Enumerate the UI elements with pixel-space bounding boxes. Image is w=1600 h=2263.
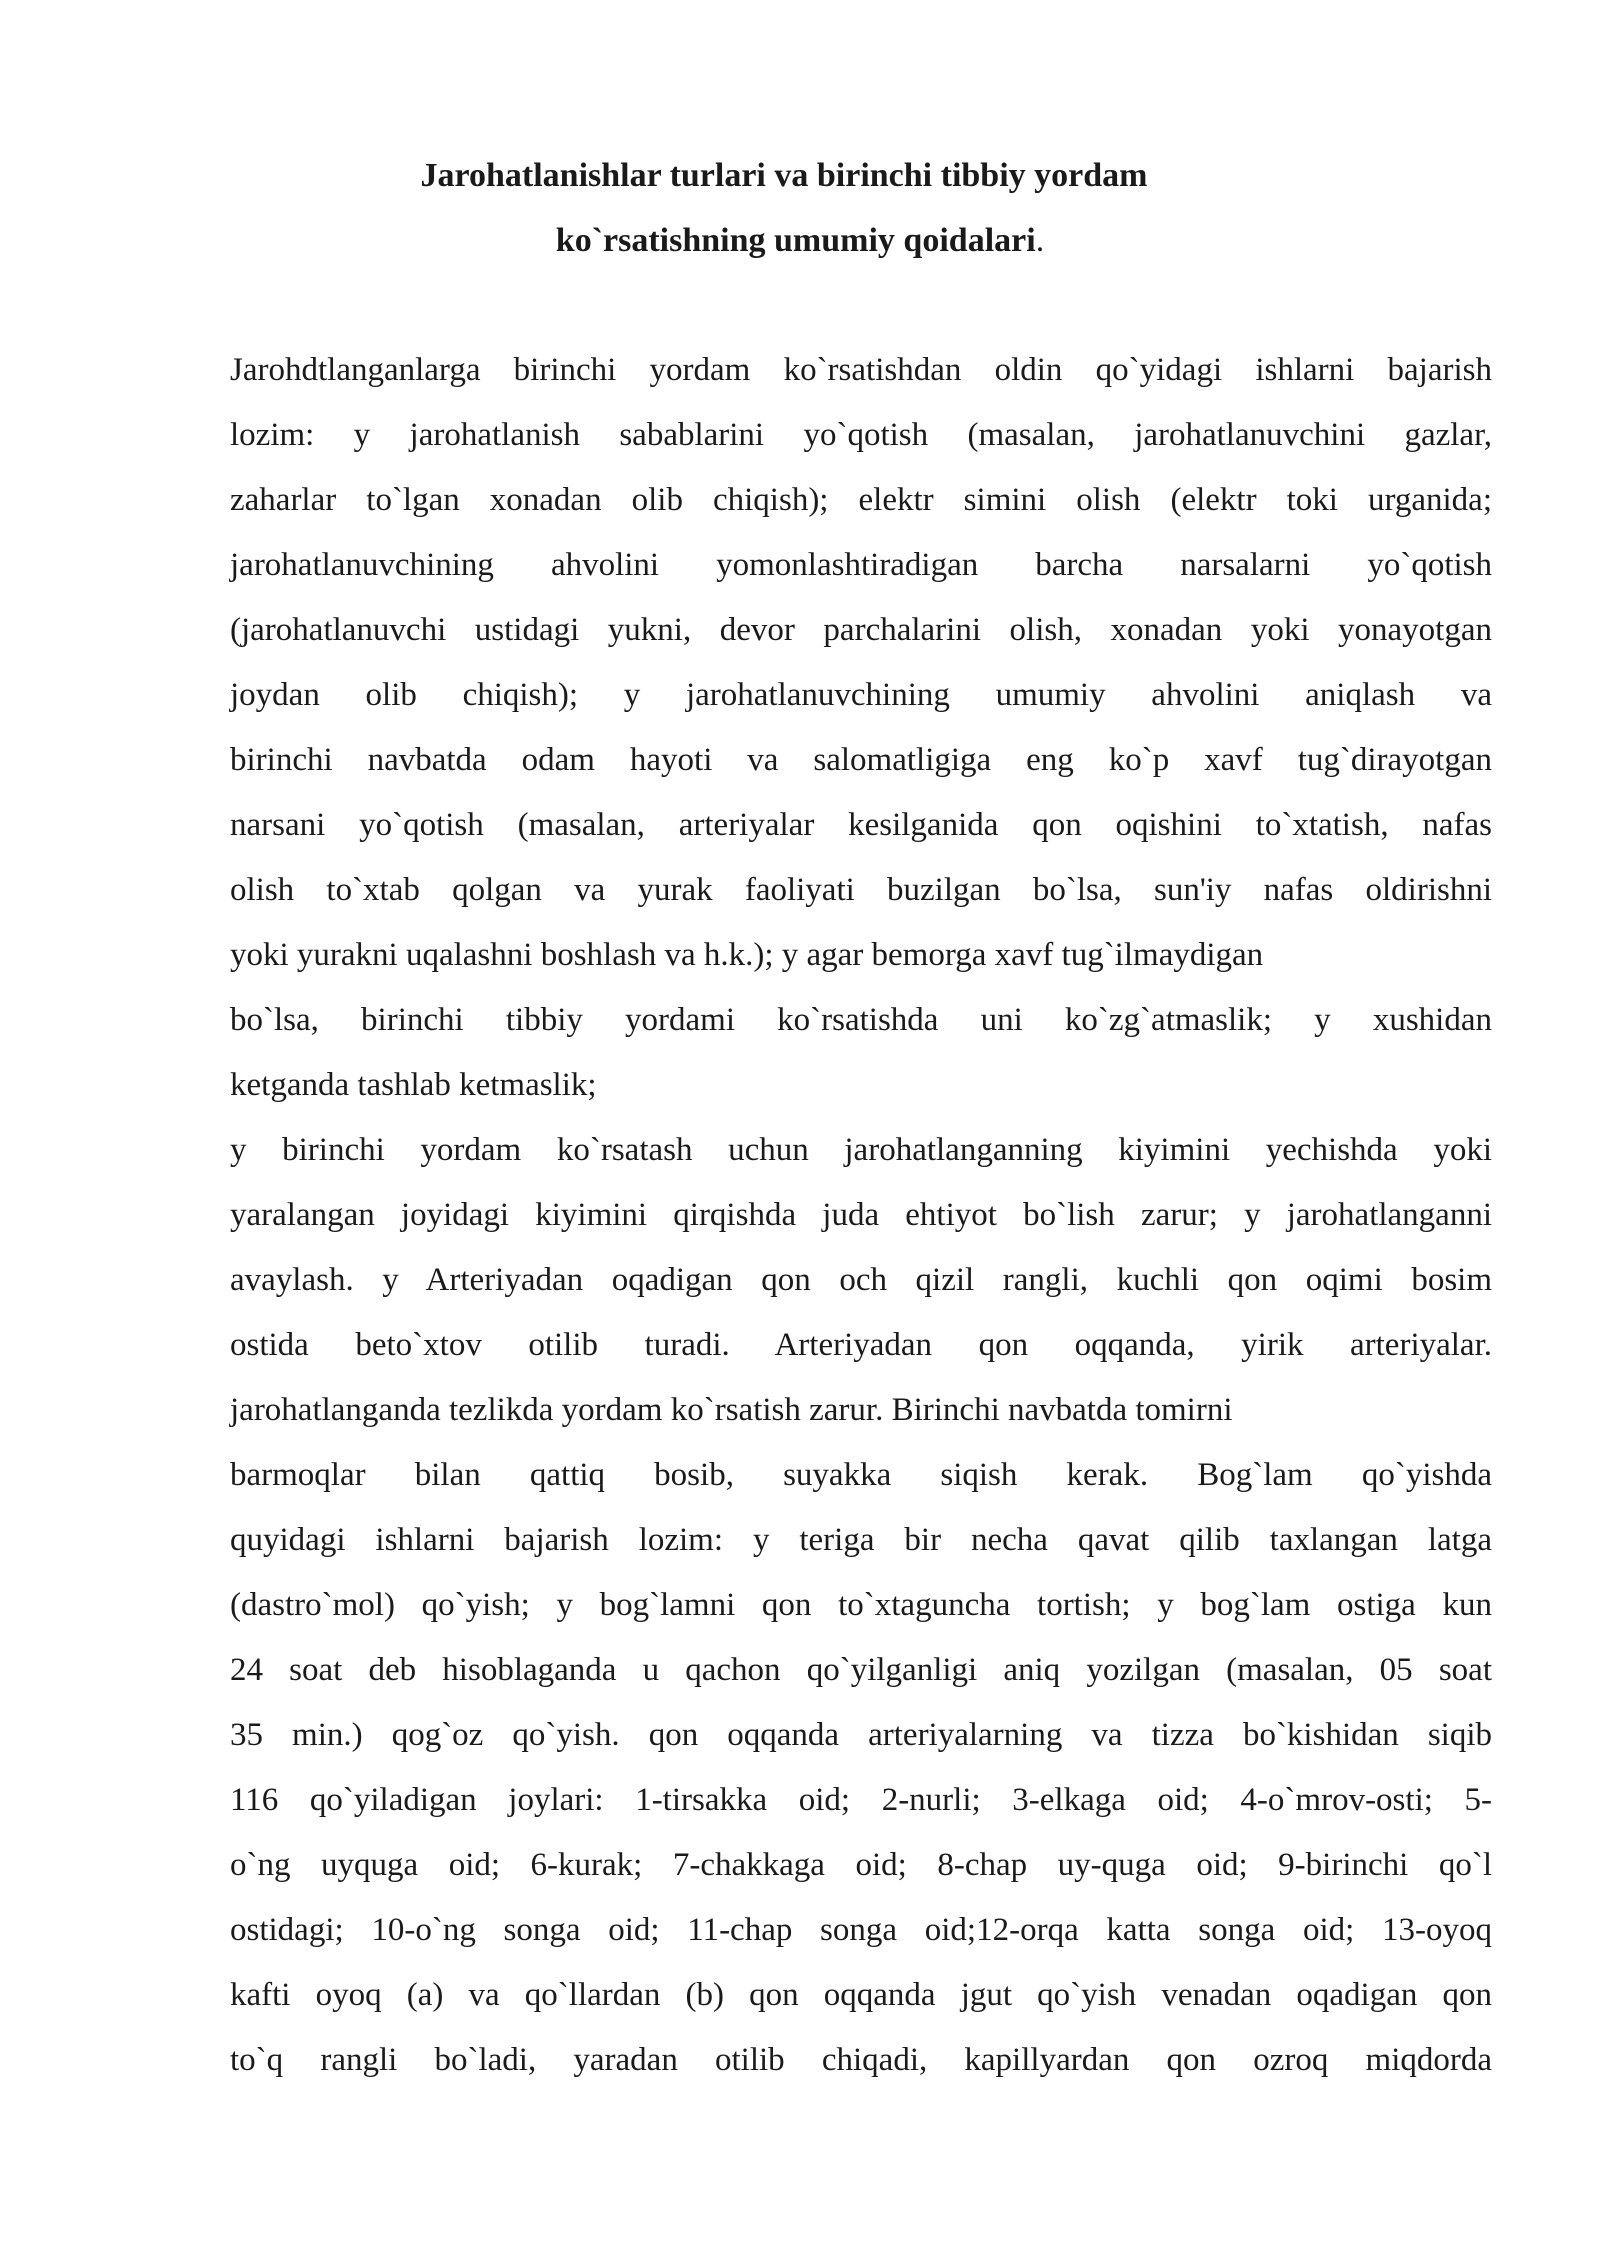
document-title-line-1: Jarohatlanishlar turlari va birinchi tibbiy yordam bbox=[420, 157, 1148, 194]
paragraph-line-19: quyidagi ishlarni bajarish lozim: y teriga bir necha qavat qilib taxlangan latga bbox=[230, 1522, 1492, 1558]
paragraph-line-15: avaylash. y Arteriyadan oqadigan qon och qizil rangli, kuchli qon oqimi bosim bbox=[230, 1262, 1492, 1298]
paragraph-line-18: barmoqlar bilan qattiq bosib, suyakka siqish kerak. Bog`lam qo`yishda bbox=[230, 1457, 1492, 1493]
document-title-line-2 bbox=[0, 221, 1600, 261]
document-title-period: . bbox=[1035, 222, 1045, 259]
paragraph-line-8: narsani yo`qotish (masalan, arteriyalar kesilganida qon oqishini to`xtatish, nafas bbox=[230, 807, 1492, 843]
paragraph-line-16: ostida beto`xtov otilib turadi. Arteriyadan qon oqqanda, yirik arteriyalar. bbox=[230, 1327, 1492, 1363]
paragraph-line-24: o`ng uyquga oid; 6-kurak; 7-chakkaga oid; 8-chap uy-quga oid; 9-birinchi qo`l bbox=[230, 1847, 1492, 1883]
paragraph-line-4: jarohatlanuvchining ahvolini yomonlashtiradigan barcha narsalarni yo`qotish bbox=[230, 547, 1492, 583]
paragraph-line-25: ostidagi; 10-o`ng songa oid; 11-chap songa oid;12-orqa katta songa oid; 13-oyoq bbox=[230, 1912, 1492, 1948]
paragraph-line-9: olish to`xtab qolgan va yurak faoliyati buzilgan bo`lsa, sun'iy nafas oldirishni bbox=[230, 872, 1492, 908]
paragraph-line-21: 24 soat deb hisoblaganda u qachon qo`yilganligi aniq yozilgan (masalan, 05 soat bbox=[230, 1652, 1492, 1688]
paragraph-line-10: yoki yurakni uqalashni boshlash va h.k.); y agar bemorga xavf tug`ilmaydigan bbox=[230, 937, 1264, 973]
paragraph-line-27: to`q rangli bo`ladi, yaradan otilib chiqadi, kapillyardan qon ozroq miqdorda bbox=[230, 2042, 1492, 2078]
paragraph-line-7: birinchi navbatda odam hayoti va salomatligiga eng ko`p xavf tug`dirayotgan bbox=[230, 742, 1492, 778]
paragraph-line-6: joydan olib chiqish); y jarohatlanuvchining umumiy ahvolini aniqlash va bbox=[230, 677, 1492, 713]
paragraph-line-22: 35 min.) qog`oz qo`yish. qon oqqanda arteriyalarning va tizza bo`kishidan siqib bbox=[230, 1717, 1492, 1753]
document-title-line-2-text: ko`rsatishning umumiy qoidalari bbox=[555, 222, 1036, 259]
paragraph-line-23: 116 qo`yiladigan joylari: 1-tirsakka oid; 2-nurli; 3-elkaga oid; 4-o`mrov-osti; 5- bbox=[230, 1782, 1492, 1818]
paragraph-line-2: lozim: y jarohatlanish sabablarini yo`qotish (masalan, jarohatlanuvchini gazlar, bbox=[230, 417, 1492, 453]
paragraph-line-13: y birinchi yordam ko`rsatash uchun jarohatlanganning kiyimini yechishda yoki bbox=[230, 1132, 1492, 1168]
paragraph-line-12: ketganda tashlab ketmaslik; bbox=[230, 1067, 597, 1103]
paragraph-line-20: (dastro`mol) qo`yish; y bog`lamni qon to`xtaguncha tortish; y bog`lam ostiga kun bbox=[230, 1587, 1492, 1623]
paragraph-line-17: jarohatlanganda tezlikda yordam ko`rsatish zarur. Birinchi navbatda tomirni bbox=[230, 1392, 1233, 1428]
paragraph-line-3: zaharlar to`lgan xonadan olib chiqish); elektr simini olish (elektr toki urganida; bbox=[230, 482, 1492, 518]
paragraph-line-26: kafti oyoq (a) va qo`llardan (b) qon oqqanda jgut qo`yish venadan oqadigan qon bbox=[230, 1977, 1492, 2013]
paragraph-line-14: yaralangan joyidagi kiyimini qirqishda juda ehtiyot bo`lish zarur; y jarohatlanganni bbox=[230, 1197, 1492, 1233]
paragraph-line-11: bo`lsa, birinchi tibbiy yordami ko`rsatishda uni ko`zg`atmaslik; y xushidan bbox=[230, 1002, 1492, 1038]
paragraph-line-5: (jarohatlanuvchi ustidagi yukni, devor parchalarini olish, xonadan yoki yonayotgan bbox=[230, 612, 1492, 648]
paragraph-line-1: Jarohdtlanganlarga birinchi yordam ko`rsatishdan oldin qo`yidagi ishlarni bajarish bbox=[230, 352, 1492, 388]
